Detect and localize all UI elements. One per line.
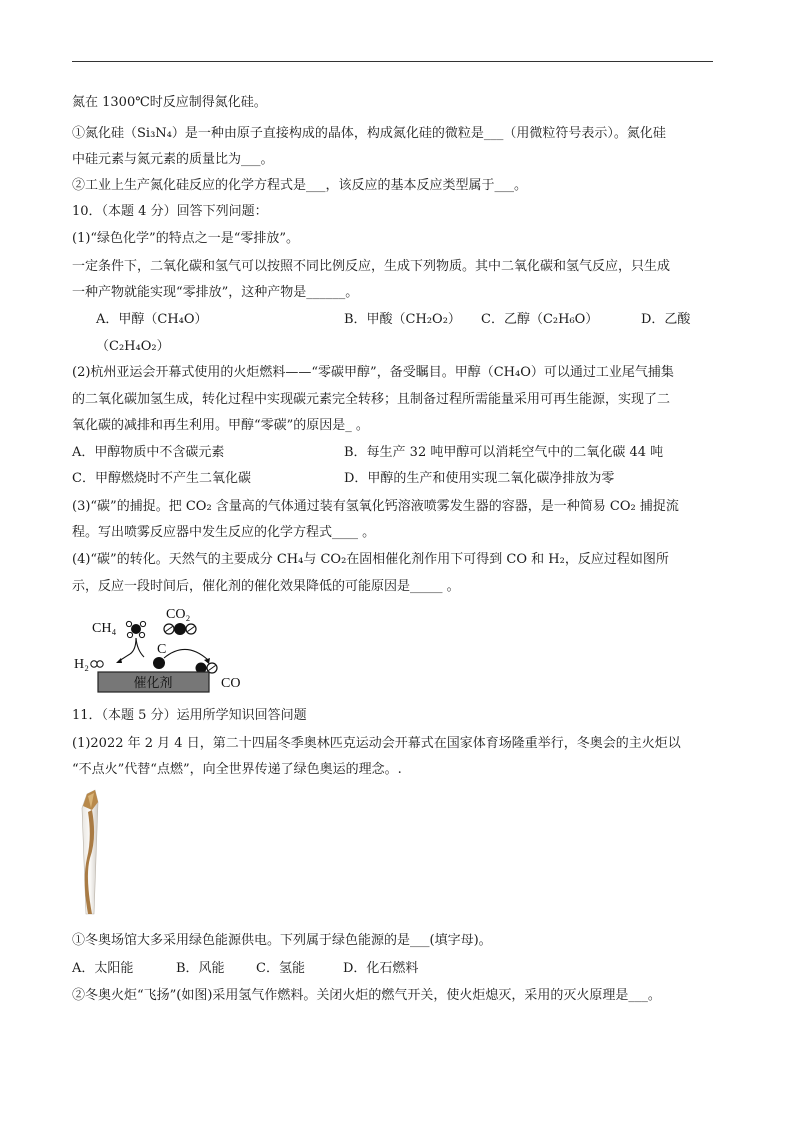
- q10-1-option-a: A．甲醇（CH₄O）: [96, 312, 208, 327]
- q10-1-option-c: C．乙醇（C₂H₆O）: [481, 312, 599, 327]
- co2-molecule-icon: [164, 623, 196, 635]
- arrow-ch4-down: [130, 638, 136, 654]
- header-rule: [72, 61, 713, 62]
- q10-2-option-a: A．甲醇物质中不含碳元素: [72, 445, 225, 460]
- h2-label: H₂: [74, 657, 89, 672]
- text-line-2: ①氮化硅（Si₃N₄）是一种由原子直接构成的晶体，构成氮化硅的微粒是___（用微粒符号表示）。氮化硅: [72, 126, 666, 141]
- text-line-17: 示，反应一段时间后，催化剂的催化效果降低的可能原因是_____ 。: [72, 579, 460, 594]
- question-11-header: 11．（本题 5 分）运用所学知识回答问题: [72, 708, 307, 723]
- arrow-ch4-carbon: [136, 638, 144, 657]
- text-line-21: ①冬奥场馆大多采用绿色能源供电。下列属于绿色能源的是___(填字母)。: [72, 933, 492, 948]
- q11-option-a: A．太阳能: [72, 961, 134, 976]
- text-line-19: (1)2022 年 2 月 4 日，第二十四届冬季奥林匹克运动会开幕式在国家体育场隆重举行，冬奥会的主火炬以: [72, 736, 681, 751]
- ch4-label: CH₄: [92, 621, 117, 636]
- h2-molecule-icon: [91, 661, 103, 667]
- text-line-1: 氮在 1300℃时反应制得氮化硅。: [72, 95, 267, 110]
- arrow-head-h2: [116, 658, 122, 663]
- text-line-8: 一种产物就能实现“零排放”，这种产物是______。: [72, 285, 359, 300]
- text-line-15: 程。写出喷雾反应器中发生反应的化学方程式____ 。: [72, 525, 376, 540]
- text-line-11: 的二氧化碳加氢生成，转化过程中实现碳元素完全转移；且制备过程所需能量采用可再生能源，实现了二: [72, 392, 671, 407]
- carbon-atom-icon: [153, 657, 165, 669]
- text-line-10: (2)杭州亚运会开幕式使用的火炬燃料——“零碳甲醇”，备受瞩目。甲醇（CH₄O）可以通过工业尾气捕集: [72, 365, 674, 380]
- q11-option-b: B．风能: [176, 961, 225, 976]
- text-line-20: “不点火”代替“点燃”，向全世界传递了绿色奥运的理念。.: [72, 762, 402, 777]
- text-line-22: ②冬奥火炬“飞扬”(如图)采用氢气作燃料。关闭火炬的燃气开关，使火炬熄灭，采用的灭火原理是___。: [72, 988, 661, 1003]
- arrow-to-co: [164, 649, 208, 660]
- q11-option-c: C．氢能: [256, 961, 305, 976]
- q10-1-option-b: B．甲酸（CH₂O₂）: [344, 312, 461, 327]
- q11-option-d: D．化石燃料: [343, 961, 419, 976]
- co2-label: CO₂: [166, 607, 191, 622]
- text-line-6: (1)“绿色化学”的特点之一是“零排放”。: [72, 231, 299, 246]
- catalyst-reaction-diagram: [74, 602, 250, 694]
- q10-2-option-b: B．每生产 32 吨甲醇可以消耗空气中的二氧化碳 44 吨: [344, 445, 664, 460]
- text-line-14: (3)“碳”的捕捉。把 CO₂ 含量高的气体通过装有氢氧化钙溶液喷雾发生器的容器，是一种简易 CO₂ 捕捉流: [72, 499, 679, 514]
- q10-1-option-d-formula: （C₂H₄O₂）: [96, 339, 170, 354]
- question-10-header: 10．（本题 4 分）回答下列问题：: [72, 204, 268, 219]
- q10-2-option-d: D．甲醇的生产和使用实现二氧化碳净排放为零: [344, 471, 615, 486]
- text-line-4: ②工业上生产氮化硅反应的化学方程式是___，该反应的基本反应类型属于___。: [72, 178, 528, 193]
- carbon-label: C: [157, 642, 167, 657]
- text-line-12: 氧化碳的减排和再生利用。甲醇“零碳”的原因是_ 。: [72, 418, 369, 433]
- ch4-molecule-icon: [126, 621, 145, 637]
- co-label: CO: [221, 676, 241, 691]
- olympic-torch-image: [78, 788, 104, 918]
- text-line-16: (4)“碳”的转化。天然气的主要成分 CH₄与 CO₂在固相催化剂作用下可得到 CO 和 H₂，反应过程如图所: [72, 552, 669, 567]
- q10-2-option-c: C．甲醇燃烧时不产生二氧化碳: [72, 471, 251, 486]
- catalyst-label: 催化剂: [133, 676, 173, 691]
- q10-1-option-d: D．乙酸: [641, 312, 691, 327]
- text-line-3: 中硅元素与氮元素的质量比为___。: [72, 152, 274, 167]
- text-line-7: 一定条件下，二氧化碳和氢气可以按照不同比例反应，生成下列物质。其中二氧化碳和氢气反应，只生成: [72, 259, 671, 274]
